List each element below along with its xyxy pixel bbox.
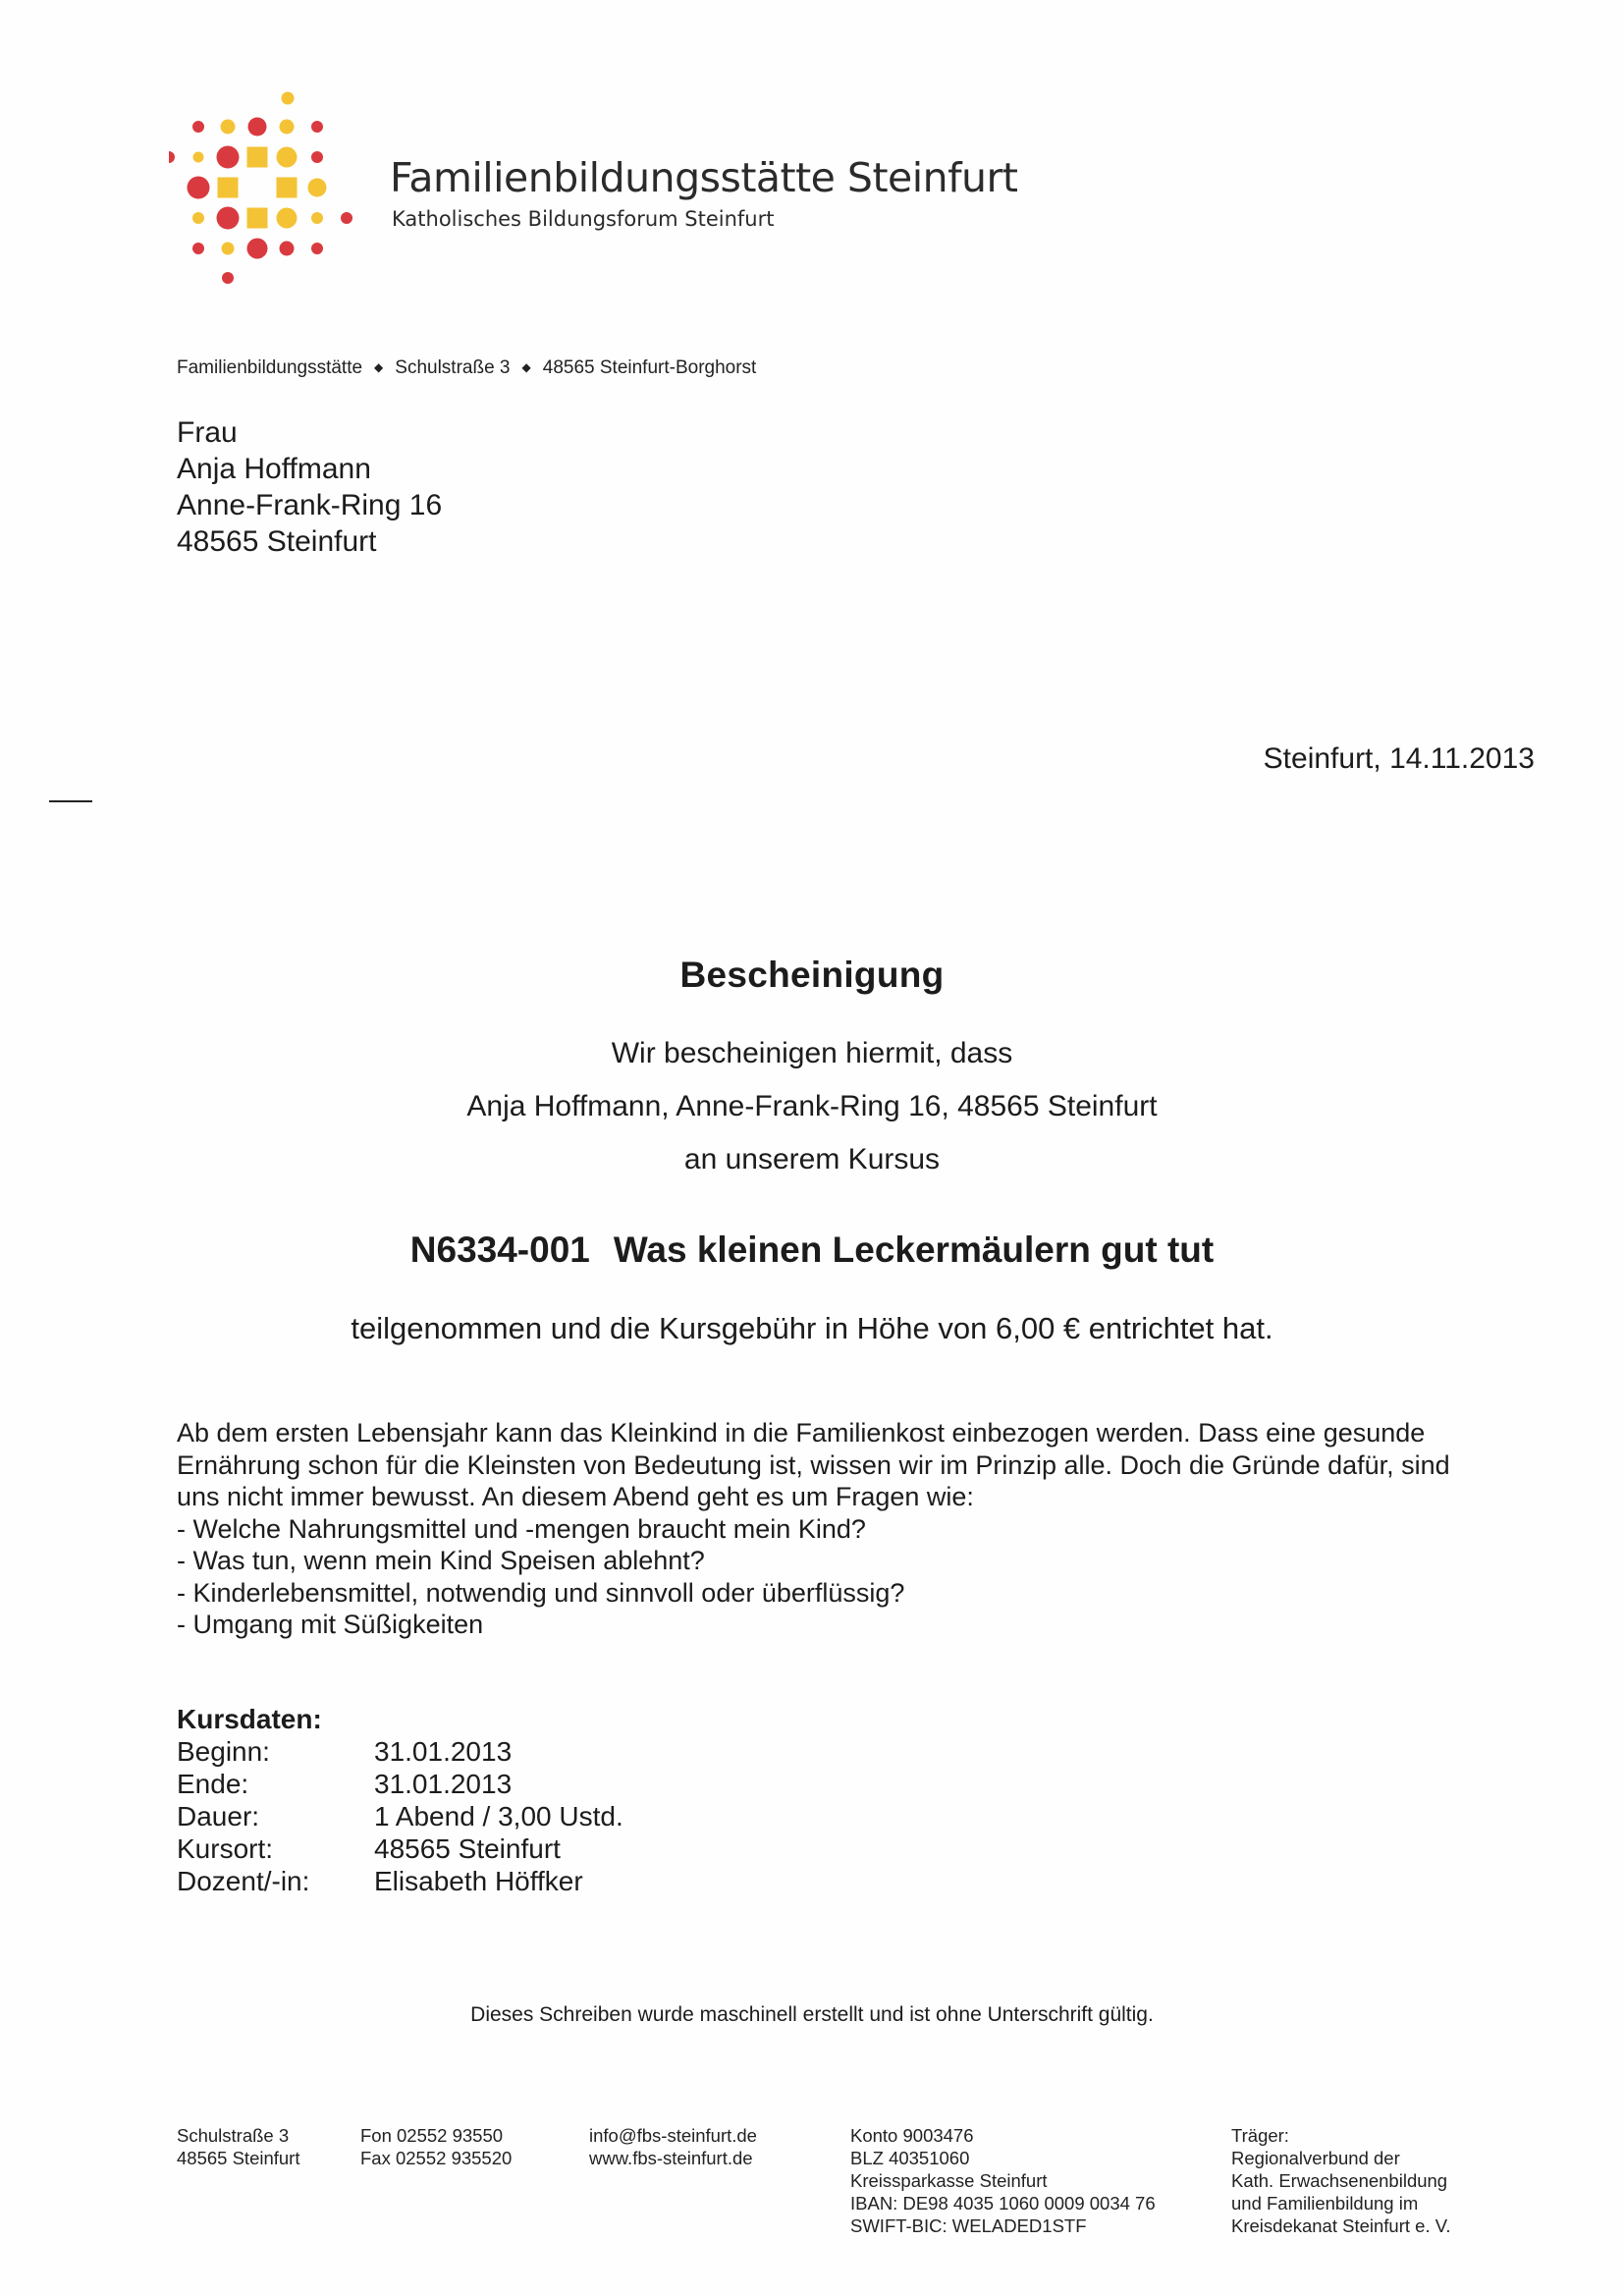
logo-dot xyxy=(192,243,204,254)
footer-fax-number: Fax 02552 935520 xyxy=(360,2148,513,2168)
certificate-participant: Anja Hoffmann, Anne-Frank-Ring 16, 48565 Steinfurt xyxy=(466,1090,1158,1122)
logo-dot xyxy=(221,120,236,135)
footer-carrier-line: Regionalverbund der xyxy=(1231,2148,1400,2168)
letter-date: Steinfurt, 14.11.2013 xyxy=(1263,742,1535,775)
fold-mark xyxy=(49,800,92,802)
footer-website: www.fbs-steinfurt.de xyxy=(589,2148,753,2168)
detail-row-end xyxy=(177,1768,623,1800)
logo-dot xyxy=(169,151,175,163)
logo-square xyxy=(247,208,268,229)
logo-dot xyxy=(247,239,268,259)
detail-value: 31.01.2013 xyxy=(374,1736,513,1767)
course-number: N6334-001 xyxy=(409,1230,590,1270)
footer-bic: SWIFT-BIC: WELADED1STF xyxy=(850,2215,1087,2236)
detail-row-start xyxy=(177,1735,623,1768)
footer-iban: IBAN: DE98 4035 1060 0009 0034 76 xyxy=(850,2193,1156,2214)
detail-label: Ende: xyxy=(177,1769,249,1799)
list-item: - Kinderlebensmittel, notwendig und sinnvoll oder überflüssig? xyxy=(177,1577,905,1608)
recipient-salutation: Frau xyxy=(177,416,238,449)
footer-bank-details xyxy=(850,2124,1156,2237)
logo-dot xyxy=(311,243,323,254)
footer-phone-number: Fon 02552 93550 xyxy=(360,2125,504,2146)
course-details-heading: Kursdaten: xyxy=(177,1704,322,1734)
course-title xyxy=(0,1230,1624,1271)
logo-dot xyxy=(341,212,352,224)
detail-value: Elisabeth Höffker xyxy=(374,1866,583,1896)
list-item: - Welche Nahrungsmittel und -mengen braucht mein Kind? xyxy=(177,1513,866,1544)
footer-phone xyxy=(360,2124,512,2169)
logo-dot xyxy=(192,121,204,133)
detail-row-duration xyxy=(177,1800,623,1832)
detail-value: 31.01.2013 xyxy=(374,1769,513,1799)
logo-dot xyxy=(280,120,295,135)
recipient-name: Anja Hoffmann xyxy=(177,453,371,485)
sender-city: 48565 Steinfurt-Borghorst xyxy=(542,357,757,378)
footer-city: 48565 Steinfurt xyxy=(177,2148,300,2168)
separator-diamond-icon: ◆ xyxy=(521,360,531,374)
logo-dot xyxy=(311,151,323,163)
logo-dot xyxy=(222,272,234,284)
list-item: - Umgang mit Süßigkeiten xyxy=(177,1610,484,1639)
footer-account: Konto 9003476 xyxy=(850,2125,974,2146)
logo-dot xyxy=(277,147,298,168)
footer-carrier-line: und Familienbildung im xyxy=(1231,2193,1419,2214)
logo-square xyxy=(247,147,268,168)
organization-name: Familienbildungsstätte Steinfurt xyxy=(390,154,1018,201)
detail-label: Beginn: xyxy=(177,1736,270,1767)
logo-dot xyxy=(248,118,267,137)
logo-dot xyxy=(188,177,210,199)
footer-carrier xyxy=(1231,2124,1451,2237)
logo-dot xyxy=(222,243,235,255)
certificate-course-intro: an unserem Kursus xyxy=(683,1143,941,1175)
logo-dot xyxy=(308,179,327,197)
detail-label: Dauer: xyxy=(177,1801,260,1831)
course-details xyxy=(177,1703,623,1897)
sender-name: Familienbildungsstätte xyxy=(177,357,363,378)
description-paragraph: Ab dem ersten Lebensjahr kann das Kleinkind in die Familienkost einbezogen werden. Dass eine gesunde Ernährung schon für die Kleinsten von Bedeutung ist, wissen wir im Prinzip alle. Doch die Gründe dafür, sind uns nicht immer bewusst. An diesem Abend geht es um Fragen wie: xyxy=(177,1418,1450,1511)
recipient-street: Anne-Frank-Ring 16 xyxy=(177,489,443,521)
footer-web xyxy=(589,2124,757,2169)
sender-street: Schulstraße 3 xyxy=(395,357,511,378)
logo-dot xyxy=(217,207,240,230)
separator-diamond-icon: ◆ xyxy=(374,360,384,374)
footer-carrier-line: Kath. Erwachsenenbildung xyxy=(1231,2170,1448,2191)
footer-bank-name: Kreissparkasse Steinfurt xyxy=(850,2170,1048,2191)
logo-dot xyxy=(193,152,204,163)
description-question-list xyxy=(177,1513,1453,1641)
footer-street: Schulstraße 3 xyxy=(177,2125,290,2146)
certificate-title: Bescheinigung xyxy=(679,955,945,995)
footer-carrier-line: Kreisdekanat Steinfurt e. V. xyxy=(1231,2215,1451,2236)
logo-square xyxy=(218,178,239,198)
logo-dot xyxy=(277,208,298,229)
logo-dot xyxy=(311,121,323,133)
logo-dot xyxy=(217,146,240,169)
footer-email: info@fbs-steinfurt.de xyxy=(589,2125,757,2146)
list-item: - Was tun, wenn mein Kind Speisen ablehnt? xyxy=(177,1546,705,1575)
logo-square xyxy=(277,178,298,198)
recipient-city: 48565 Steinfurt xyxy=(177,525,377,558)
logo-dot xyxy=(280,242,295,256)
organization-logo xyxy=(169,86,365,293)
certificate-fee-statement: teilgenommen und die Kursgebühr in Höhe von 6,00 € entrichtet hat. xyxy=(351,1311,1273,1345)
logo-dot xyxy=(192,212,204,224)
sender-address-line xyxy=(177,357,756,379)
certificate-intro: Wir bescheinigen hiermit, dass xyxy=(611,1037,1013,1069)
machine-generated-notice: Dieses Schreiben wurde maschinell erstellt und ist ohne Unterschrift gültig. xyxy=(470,2003,1154,2026)
footer-address xyxy=(177,2124,299,2169)
detail-value: 1 Abend / 3,00 Ustd. xyxy=(374,1801,623,1831)
detail-value: 48565 Steinfurt xyxy=(374,1833,561,1864)
organization-subtitle: Katholisches Bildungsforum Steinfurt xyxy=(392,207,775,231)
detail-label: Kursort: xyxy=(177,1833,274,1864)
recipient-address xyxy=(177,414,442,560)
course-description xyxy=(177,1417,1453,1641)
detail-row-instructor xyxy=(177,1865,623,1897)
logo-dot xyxy=(311,212,323,224)
detail-label: Dozent/-in: xyxy=(177,1866,310,1896)
course-name: Was kleinen Leckermäulern gut tut xyxy=(613,1230,1215,1270)
detail-row-location xyxy=(177,1832,623,1865)
footer-carrier-label: Träger: xyxy=(1231,2125,1289,2146)
footer-blz: BLZ 40351060 xyxy=(850,2148,970,2168)
logo-dot xyxy=(282,92,295,105)
